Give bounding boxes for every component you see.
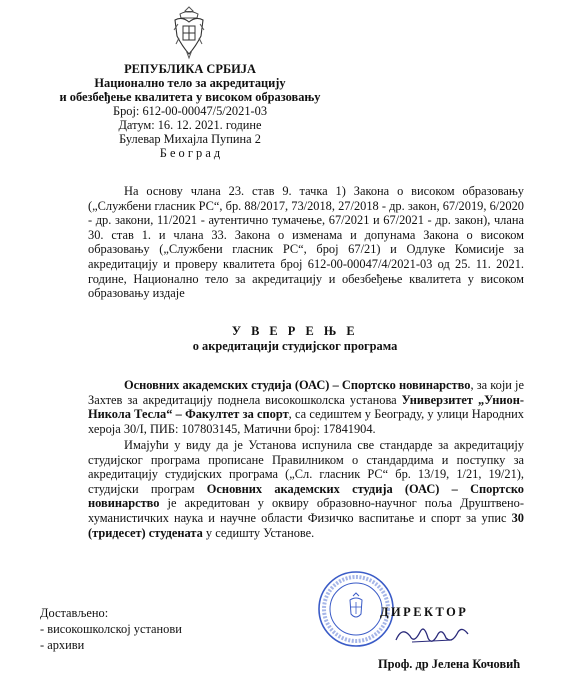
program-name: Основних академских студија (ОАС) – Спортско новинарство bbox=[88, 481, 525, 511]
paragraph-text: у седишту Установе. bbox=[202, 525, 315, 540]
header-institution-line2: и обезбеђење квалитета у високом образовању bbox=[59, 90, 321, 104]
signatory-role: ДИРЕКТОР bbox=[380, 605, 469, 619]
header-date: Датум: 16. 12. 2021. године bbox=[118, 118, 262, 132]
paragraph-text: , са седиштем у Београду, у улици Народних хероја 30/I, ПИБ: 107803145, Матични број: 17841904. bbox=[88, 407, 524, 436]
signatory-name: Проф. др Јелена Кочовић bbox=[378, 657, 521, 671]
distribution-item: - архиви bbox=[40, 638, 85, 652]
distribution-label: Достављено: bbox=[40, 606, 109, 620]
distribution-item: - високошколској установи bbox=[40, 622, 182, 636]
student-count: 30 (тридесет) студената bbox=[88, 510, 524, 540]
paragraph-text: , за који је Захтев за акредитацију поднела високошколска установа bbox=[88, 378, 524, 407]
header-institution-line1: Национално тело за акредитацију bbox=[94, 76, 286, 90]
program-name: Основних академских студија (ОАС) – Спортско новинарство bbox=[124, 378, 471, 392]
coat-of-arms-icon bbox=[172, 6, 206, 60]
document-subtitle: о акредитацији студијског програма bbox=[192, 339, 398, 353]
header-address: Булевар Михајла Пупина 2 bbox=[119, 132, 261, 146]
handwritten-signature-icon bbox=[392, 620, 472, 650]
paragraph-program bbox=[88, 378, 524, 436]
header-city: Б е о г р а д bbox=[159, 146, 221, 160]
paragraph-text: је акредитован у оквиру образовно-научног поља Друштвено-хуманистичких наука и научне области Физичко васпитање и спорт за упис bbox=[88, 496, 524, 525]
paragraph-accreditation bbox=[88, 438, 524, 540]
paragraph-text: Имајући у виду да је Установа испунила све стандарде за акредитацију студијског програма прописане Правилником о стандардима и поступку за акредитацију студијских програма („Сл. гласник РС“ бр. 13/19, 1/21, 19/21), студијски програм bbox=[88, 438, 524, 496]
header-number: Број: 612-00-00047/5/2021-03 bbox=[112, 104, 268, 118]
preamble-paragraph: На основу члана 23. став 9. тачка 1) Закона о високом образовању („Службени гласник РС“, бр. 88/2017, 73/2018, 27/2018 - др. закон, 67/2019, 6/2020 - др. закони, 11/2021 - аутентично тумачење, 67/2021 и 67/2021 - др. закон), члана 30. став 1. и члана 33. Закона о изменама и допунама Закона о високом образовању („Службени гласник РС“, број 67/21) и Одлуке Комисије за акредитацију и проверу квалитета број 612-00-00047/4/2021-03 од 25. 11. 2021. године, Национално тело за акредитацију и обезбеђење квалитета у високом образовању издаје bbox=[88, 184, 524, 301]
institution-name: Универзитет „Унион-Никола Тесла“ – Факултет за спорт bbox=[88, 392, 525, 422]
document-title: У В Е Р Е Њ Е bbox=[231, 324, 359, 338]
header-country: РЕПУБЛИКА СРБИЈА bbox=[124, 62, 256, 76]
